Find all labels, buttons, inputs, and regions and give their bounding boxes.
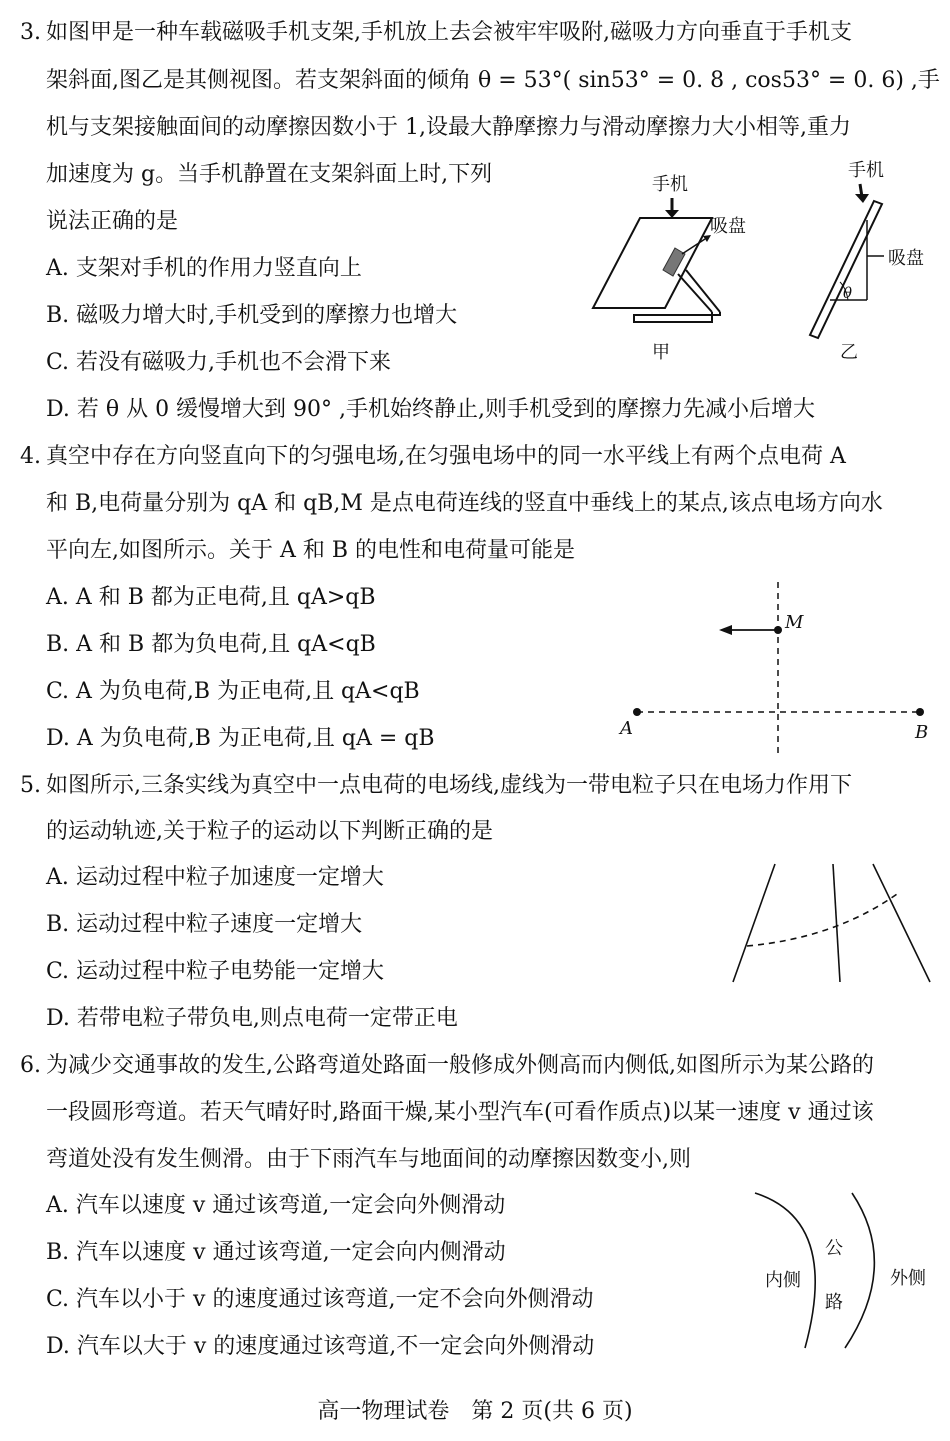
- q3-option-c: C. 若没有磁吸力,手机也不会滑下来: [46, 350, 392, 375]
- q5-line-1: 5. 如图所示,三条实线为真空中一点电荷的电场线,虚线为一带电粒子只在电场力作用下: [20, 771, 852, 801]
- q4-option-a: A. A 和 B 都为正电荷,且 qA>qB: [46, 585, 376, 610]
- q3-number: 3.: [20, 20, 41, 45]
- q4-figure: [615, 580, 935, 760]
- road-curve-diagram: [750, 1190, 940, 1350]
- q3-line-3: 机与支架接触面间的动摩擦因数小于 1,设最大静摩擦力与滑动摩擦力大小相等,重力: [46, 115, 851, 140]
- q4-line-2: 和 B,电荷量分别为 qA 和 qB,M 是点电荷连线的竖直中垂线上的某点,该点电场方向水: [46, 491, 883, 516]
- road-outer-edge: [845, 1193, 874, 1348]
- charge-b-dot: [916, 708, 924, 716]
- phone-holder-diagram: [590, 160, 930, 365]
- charges-diagram: [615, 580, 935, 760]
- q3-option-d: D. 若 θ 从 0 缓慢增大到 90° ,手机始终静止,则手机受到的摩擦力先减小后增大: [46, 397, 816, 422]
- press-arrowhead-yi: [855, 194, 869, 203]
- q5-line-2: 的运动轨迹,关于粒子的运动以下判断正确的是: [46, 819, 493, 844]
- q4-option-b: B. A 和 B 都为负电荷,且 qA<qB: [46, 632, 376, 657]
- q3-line-5: 说法正确的是: [46, 209, 179, 234]
- stand-arm-jia-2: [686, 270, 720, 312]
- q5-number: 5.: [20, 773, 41, 798]
- phone-label-yi: 手机: [848, 160, 884, 181]
- q6-line-1: 6. 为减少交通事故的发生,公路弯道处路面一般修成外侧高而内侧低,如图所示为某公路的: [20, 1051, 874, 1081]
- page-footer: 高一物理试卷 第 2 页(共 6 页): [317, 1399, 633, 1424]
- point-m-dot: [774, 626, 782, 634]
- q6-option-c: C. 汽车以小于 v 的速度通过该弯道,一定不会向外侧滑动: [46, 1287, 594, 1312]
- field-line-middle: [833, 864, 840, 982]
- phone-side-yi: [810, 201, 882, 338]
- q6-figure: [750, 1190, 940, 1350]
- q4-option-d: D. A 为负电荷,B 为正电荷,且 qA = qB: [46, 726, 435, 751]
- label-m: M: [785, 612, 804, 633]
- q6-option-d: D. 汽车以大于 v 的速度通过该弯道,不一定会向外侧滑动: [46, 1334, 595, 1359]
- q4-line-1: 4. 真空中存在方向竖直向下的匀强电场,在匀强电场中的同一水平线上有两个点电荷 A: [20, 442, 846, 472]
- inner-side-label: 内侧: [765, 1270, 801, 1291]
- charge-a-dot: [633, 708, 641, 716]
- field-arrowhead-m: [719, 625, 732, 635]
- field-lines-diagram: [725, 858, 940, 986]
- phone-plate-jia: [593, 218, 712, 308]
- q6-line-3: 弯道处没有发生侧滑。由于下雨汽车与地面间的动摩擦因数变小,则: [46, 1147, 691, 1172]
- caption-jia: 甲: [652, 342, 670, 363]
- q3-option-a: A. 支架对手机的作用力竖直向上: [46, 256, 362, 281]
- field-line-right: [873, 864, 930, 982]
- q6-option-a: A. 汽车以速度 v 通过该弯道,一定会向外侧滑动: [46, 1193, 506, 1218]
- label-b: B: [915, 722, 929, 743]
- q4-option-c: C. A 为负电荷,B 为正电荷,且 qA<qB: [46, 679, 420, 704]
- q6-number: 6.: [20, 1053, 41, 1078]
- q3-option-b: B. 磁吸力增大时,手机受到的摩擦力也增大: [46, 303, 458, 328]
- q5-option-a: A. 运动过程中粒子加速度一定增大: [46, 865, 384, 890]
- sucker-label-yi: 吸盘: [888, 248, 924, 269]
- press-arrowhead-jia: [665, 210, 679, 218]
- q5-option-d: D. 若带电粒子带负电,则点电荷一定带正电: [46, 1006, 458, 1031]
- q6-line-2: 一段圆形弯道。若天气晴好时,路面干燥,某小型汽车(可看作质点)以某一速度 v 通过该: [46, 1100, 874, 1125]
- outer-side-label: 外侧: [890, 1268, 926, 1289]
- field-line-left: [733, 864, 775, 982]
- road-label-2: 路: [825, 1292, 843, 1313]
- caption-yi: 乙: [840, 342, 858, 363]
- theta-label-yi: θ: [843, 284, 853, 302]
- q4-number: 4.: [20, 444, 41, 469]
- stand-base-jia: [634, 312, 720, 322]
- particle-trajectory: [747, 894, 897, 946]
- q5-figure: [725, 858, 940, 986]
- sucker-label-jia: 吸盘: [710, 216, 746, 237]
- q5-option-b: B. 运动过程中粒子速度一定增大: [46, 912, 363, 937]
- q5-option-c: C. 运动过程中粒子电势能一定增大: [46, 959, 385, 984]
- label-a: A: [620, 718, 633, 739]
- q4-line-3: 平向左,如图所示。关于 A 和 B 的电性和电荷量可能是: [46, 538, 576, 563]
- q3-line-4: 加速度为 g。当手机静置在支架斜面上时,下列: [46, 162, 493, 187]
- phone-label-jia: 手机: [652, 174, 688, 195]
- road-label-1: 公: [825, 1238, 843, 1259]
- q6-option-b: B. 汽车以速度 v 通过该弯道,一定会向内侧滑动: [46, 1240, 506, 1265]
- q3-line-2: 架斜面,图乙是其侧视图。若支架斜面的倾角 θ = 53°( sin53° = 0. 8 , cos53° = 0. 6) ,手: [46, 68, 940, 93]
- q3-figure: [590, 160, 930, 365]
- q3-line-1: 3. 如图甲是一种车载磁吸手机支架,手机放上去会被牢牢吸附,磁吸力方向垂直于手机支: [20, 18, 852, 48]
